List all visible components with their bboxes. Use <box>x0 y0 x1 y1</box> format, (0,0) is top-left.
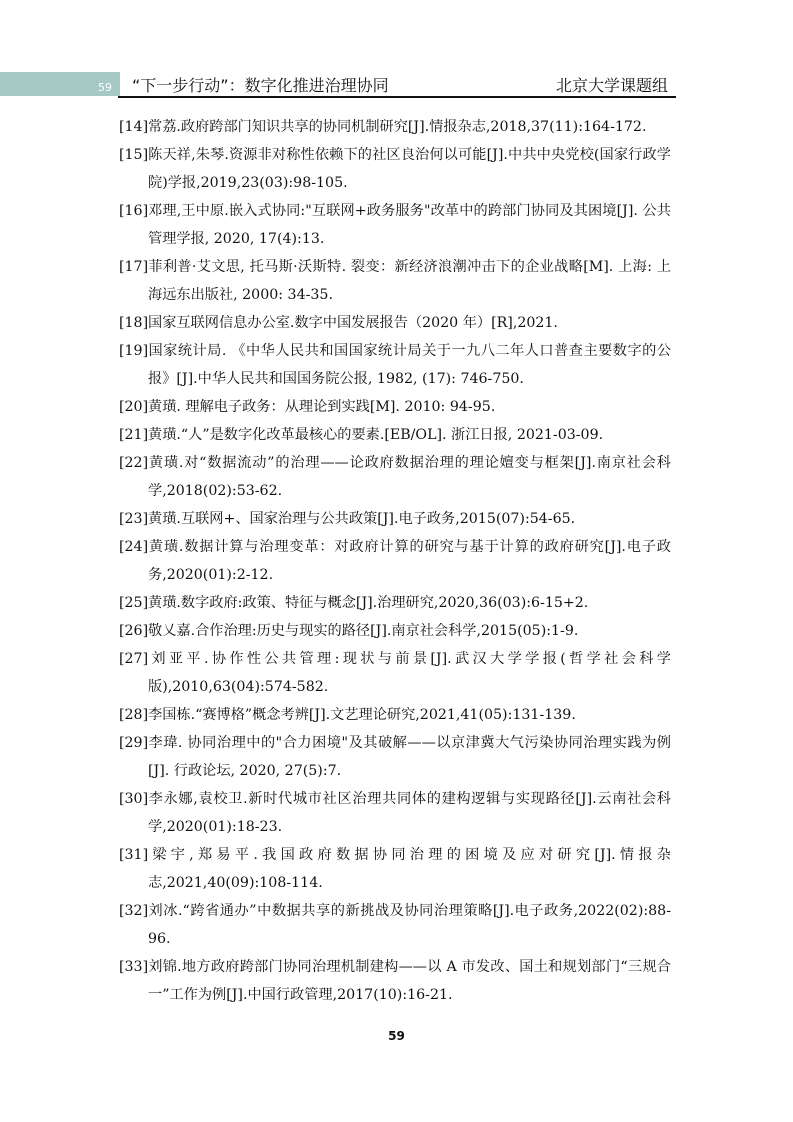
reference-item <box>119 113 671 141</box>
running-header-organization: 北京大学课题组 <box>555 76 668 95</box>
reference-item <box>119 785 671 841</box>
reference-text: 黄璜.数字政府:政策、特征与概念[J].治理研究,2020,36(03):6-15+2. <box>148 595 589 611</box>
reference-item <box>119 589 671 617</box>
reference-text: 邓理,王中原.嵌入式协同:"互联网+政务服务"改革中的跨部门协同及其困境[J]. 公共管理学报, 2020, 17(4):13. <box>148 203 671 247</box>
reference-number: [26] <box>119 623 149 639</box>
reference-number: [21] <box>119 427 149 443</box>
reference-number: [17] <box>119 259 149 275</box>
reference-text: 刘锦.地方政府跨部门协同治理机制建构——以 A 市发改、国土和规划部门“三规合一”工作为例[J].中国行政管理,2017(10):16-21. <box>148 959 671 1003</box>
reference-text: 菲利普·艾文思, 托马斯·沃斯特. 裂变：新经济浪潮冲击下的企业战略[M]. 上海: 上海远东出版社, 2000: 34-35. <box>148 259 671 303</box>
reference-list <box>119 113 671 1009</box>
reference-number: [33] <box>119 959 149 975</box>
reference-item <box>119 141 671 197</box>
reference-text: 李国栋.“赛博格”概念考辨[J].文艺理论研究,2021,41(05):131-139. <box>148 707 576 723</box>
reference-item <box>119 701 671 729</box>
reference-text: 梁宇,郑易平.我国政府数据协同治理的困境及应对研究[J].情报杂志,2021,40(09):108-114. <box>148 847 671 891</box>
reference-number: [29] <box>119 735 149 751</box>
footer-page-number: 59 <box>388 1029 405 1043</box>
reference-text: 常荔.政府跨部门知识共享的协同机制研究[J].情报杂志,2018,37(11):164-172. <box>148 119 647 135</box>
reference-text: 黄璜.“人”是数字化改革最核心的要素.[EB/OL]. 浙江日报, 2021-03-09. <box>148 427 604 443</box>
reference-number: [14] <box>119 119 149 135</box>
reference-number: [30] <box>119 791 149 807</box>
reference-item <box>119 505 671 533</box>
reference-item <box>119 897 671 953</box>
reference-number: [20] <box>119 399 149 415</box>
running-header-title: “下一步行动”：数字化推进治理协同 <box>132 76 389 95</box>
reference-text: 刘冰.“跨省通办”中数据共享的新挑战及协同治理策略[J].电子政务,2022(02):88-96. <box>148 903 671 947</box>
reference-text: 国家互联网信息办公室.数字中国发展报告（2020 年）[R],2021. <box>148 315 558 331</box>
reference-item <box>119 617 671 645</box>
reference-text: 陈天祥,朱琴.资源非对称性依赖下的社区良治何以可能[J].中共中央党校(国家行政学院)学报,2019,23(03):98-105. <box>148 147 671 191</box>
reference-number: [24] <box>119 539 149 555</box>
header-divider <box>118 96 676 98</box>
reference-text: 敬乂嘉.合作治理:历史与现实的路径[J].南京社会科学,2015(05):1-9. <box>148 623 579 639</box>
reference-item <box>119 309 671 337</box>
reference-item <box>119 953 671 1009</box>
reference-number: [22] <box>119 455 149 471</box>
reference-text: 李瑋. 协同治理中的"合力困境"及其破解——以京津冀大气污染协同治理实践为例[J]. 行政论坛, 2020, 27(5):7. <box>148 735 671 779</box>
reference-number: [16] <box>119 203 149 219</box>
reference-item <box>119 253 671 309</box>
header-page-tab <box>0 72 120 96</box>
reference-item <box>119 337 671 393</box>
reference-text: 黄璜. 理解电子政务：从理论到实践[M]. 2010: 94-95. <box>148 399 496 415</box>
reference-item <box>119 645 671 701</box>
reference-item <box>119 449 671 505</box>
reference-number: [18] <box>119 315 149 331</box>
reference-item <box>119 393 671 421</box>
reference-number: [15] <box>119 147 149 163</box>
reference-item <box>119 533 671 589</box>
reference-item <box>119 841 671 897</box>
reference-number: [32] <box>119 903 149 919</box>
reference-text: 李永娜,袁校卫.新时代城市社区治理共同体的建构逻辑与实现路径[J].云南社会科学,2020(01):18-23. <box>148 791 671 835</box>
header-page-number: 59 <box>98 81 112 94</box>
reference-text: 黄璜.对“数据流动”的治理——论政府数据治理的理论嬗变与框架[J].南京社会科学,2018(02):53-62. <box>148 455 671 499</box>
reference-item <box>119 197 671 253</box>
reference-number: [25] <box>119 595 149 611</box>
reference-text: 黄璜.数据计算与治理变革：对政府计算的研究与基于计算的政府研究[J].电子政务,2020(01):2-12. <box>148 539 671 583</box>
reference-text: 黄璜.互联网+、国家治理与公共政策[J].电子政务,2015(07):54-65. <box>148 511 576 527</box>
reference-number: [19] <box>119 343 149 359</box>
reference-item <box>119 729 671 785</box>
reference-number: [27] <box>119 651 149 667</box>
reference-number: [23] <box>119 511 149 527</box>
reference-text: 刘亚平.协作性公共管理:现状与前景[J].武汉大学学报(哲学社会科学版),2010,63(04):574-582. <box>148 651 671 695</box>
reference-number: [31] <box>119 847 149 863</box>
reference-item <box>119 421 671 449</box>
reference-text: 国家统计局. 《中华人民共和国国家统计局关于一九八二年人口普查主要数字的公报》[J].中华人民共和国国务院公报, 1982, (17): 746-750. <box>148 343 671 387</box>
reference-number: [28] <box>119 707 149 723</box>
